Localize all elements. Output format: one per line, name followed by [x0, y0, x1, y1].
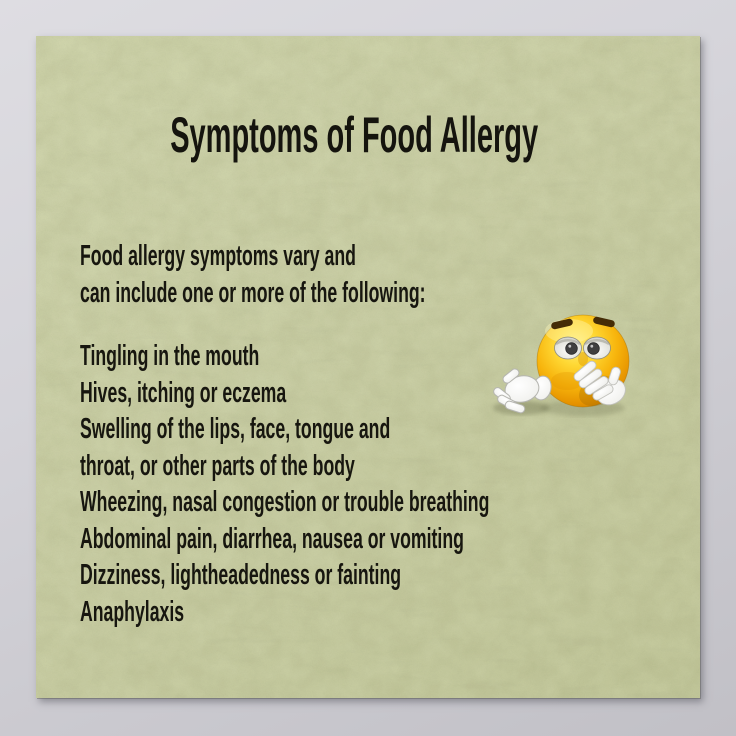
page-title: [36, 107, 700, 163]
symptom-line: Abdominal pain, diarrhea, nausea or vomiting: [80, 522, 464, 555]
intro-line: can include one or more of the following:: [80, 276, 426, 309]
symptom-line: Tingling in the mouth: [80, 340, 260, 372]
emoticon-left-pupil: [566, 343, 578, 355]
symptom-line: throat, or other parts of the body: [80, 449, 355, 482]
symptom-line: Hives, itching or eczema: [80, 376, 287, 409]
symptom-line: Dizziness, lightheadedness or fainting: [80, 559, 402, 591]
symptom-line: Anaphylaxis: [80, 595, 185, 628]
page-title-text: Symptoms of Food Allergy: [170, 107, 538, 163]
worried-emoticon-icon: [485, 295, 650, 435]
symptom-line: Swelling of the lips, face, tongue and: [80, 413, 391, 445]
symptom-line: Wheezing, nasal congestion or trouble breathing: [80, 486, 490, 518]
allergy-poster: [36, 36, 700, 698]
emoticon-right-pupil: [588, 343, 600, 355]
intro-line: Food allergy symptoms vary and: [80, 240, 356, 272]
